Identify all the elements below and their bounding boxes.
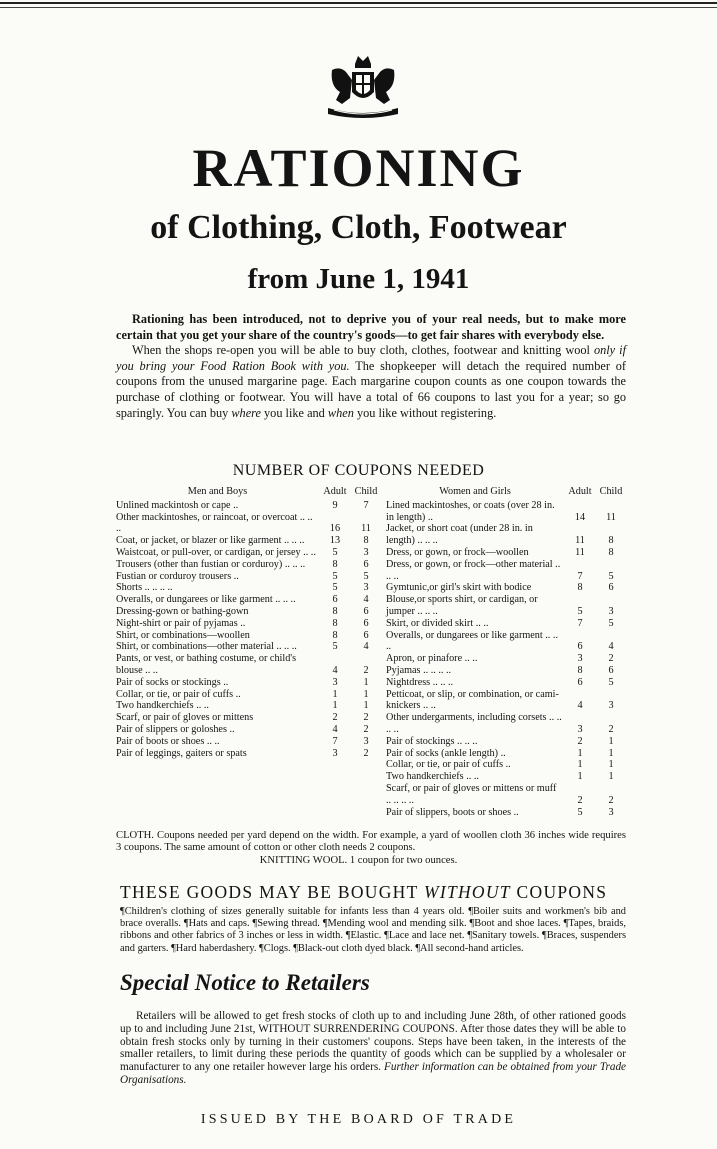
cell-adult: 5 — [332, 641, 338, 653]
table-row — [386, 677, 626, 689]
cell-adult: 16 — [329, 523, 341, 535]
cell-child: 4 — [608, 641, 614, 653]
cell-item: Shirt, or combinations—woollen — [116, 629, 250, 641]
cell-adult: 11 — [575, 546, 585, 558]
cell-child: 6 — [363, 629, 369, 641]
table-row — [386, 759, 626, 771]
cell-adult: 5 — [332, 570, 338, 582]
poster-subtitle: of Clothing, Cloth, Footwear — [150, 209, 567, 246]
cell-adult: 9 — [332, 499, 338, 511]
cell-child: 7 — [363, 499, 369, 511]
cell-child: 2 — [363, 723, 369, 735]
cell-item: Pair of leggings, gaiters or spats — [116, 747, 247, 759]
cell-child: 3 — [363, 735, 369, 747]
cell-item: Scarf, or pair of gloves or mittens or muff .. .. .. .. — [386, 782, 557, 806]
cell-item: Pair of boots or shoes .. .. — [116, 735, 220, 747]
table-header: Men and Boys Adult Child — [187, 486, 378, 497]
cell-adult: 5 — [332, 546, 338, 558]
cell-child: 8 — [363, 535, 369, 547]
cell-adult: 5 — [577, 605, 583, 617]
cell-child: 2 — [608, 794, 614, 806]
intro-paragraph-1: Rationing has been introduced, not to deprive you of your real needs, but to make more certain that you get your share of the country's goods—to get fair shares with everybody else. — [116, 312, 626, 342]
cell-item: Pair of stockings .. .. .. — [386, 735, 478, 747]
cell-child: 1 — [363, 688, 369, 700]
table-row — [116, 689, 381, 701]
cell-item: Overalls, or dungarees or like garment .. .. .. — [386, 629, 558, 653]
table-row — [116, 594, 381, 606]
cell-child: 3 — [608, 806, 614, 818]
cell-adult: 8 — [332, 605, 338, 617]
cell-item: Two handkerchiefs .. .. — [386, 771, 479, 783]
cell-adult: 6 — [577, 676, 583, 688]
table-row — [386, 665, 626, 677]
cell-adult: 1 — [332, 688, 338, 700]
coupons-heading: NUMBER OF COUPONS NEEDED — [232, 462, 485, 479]
cell-child: 6 — [608, 664, 614, 676]
cell-item: Apron, or pinafore .. .. — [386, 653, 478, 665]
cell-item: Shirt, or combinations—other material .. .. .. — [116, 641, 297, 653]
cell-item: Pair of socks (ankle length) .. — [386, 747, 506, 759]
cell-adult: 3 — [577, 723, 583, 735]
cell-adult: 2 — [577, 794, 583, 806]
table-row — [116, 700, 381, 712]
cell-item: Pair of slippers, boots or shoes .. — [386, 806, 519, 818]
cell-adult: 3 — [332, 747, 338, 759]
cell-adult: 2 — [577, 735, 583, 747]
cell-item: Fustian or corduroy trousers .. — [116, 570, 239, 582]
cell-child: 1 — [608, 771, 614, 783]
cell-item: Scarf, or pair of gloves or mittens — [116, 712, 254, 724]
cell-child: 4 — [363, 594, 369, 606]
cell-item: Dress, or gown, or frock—other material .. .. .. — [386, 558, 561, 582]
cell-item: Waistcoat, or pull-over, or cardigan, or jersey .. .. — [116, 546, 316, 558]
table-row — [116, 512, 381, 536]
cell-child: 8 — [608, 535, 614, 547]
cell-child: 3 — [363, 546, 369, 558]
cell-item: Two handkerchiefs .. .. — [116, 700, 209, 712]
cell-item: Pair of slippers or goloshes .. — [116, 723, 235, 735]
cell-item: Pyjamas .. .. .. .. — [386, 664, 452, 676]
cell-adult: 1 — [577, 759, 583, 771]
table-row — [116, 547, 381, 559]
cell-item: Blouse,or sports shirt, or cardigan, or jumper .. .. .. — [386, 594, 538, 617]
table-row — [386, 594, 626, 618]
table-row — [386, 689, 626, 713]
table-row — [116, 535, 381, 547]
cell-child: 6 — [363, 605, 369, 617]
poster-title: RATIONING — [192, 138, 525, 198]
cell-item: Coat, or jacket, or blazer or like garment .. .. .. — [116, 535, 305, 547]
knitting-note: KNITTING WOOL. 1 coupon for two ounces. — [259, 855, 458, 866]
cell-item: Collar, or tie, or pair of cuffs .. — [116, 688, 241, 700]
cell-child: 5 — [608, 570, 614, 582]
cell-child: 8 — [608, 546, 614, 558]
cell-adult: 3 — [332, 676, 338, 688]
cell-child: 1 — [608, 759, 614, 771]
cell-child: 5 — [608, 676, 614, 688]
cell-item: Skirt, or divided skirt .. .. — [386, 617, 489, 629]
cell-item: Collar, or tie, or pair of cuffs .. — [386, 759, 511, 771]
cell-child: 3 — [608, 605, 614, 617]
table-row — [116, 559, 381, 571]
top-rule — [0, 2, 717, 4]
cell-child: 4 — [363, 641, 369, 653]
cell-item: Shorts .. .. .. .. — [116, 582, 173, 594]
cell-adult: 8 — [577, 582, 583, 594]
cell-child: 1 — [608, 735, 614, 747]
cell-child: 6 — [363, 558, 369, 570]
intro-text — [116, 312, 626, 421]
cell-item: Jacket, or short coat (under 28 in. in length) .. .. .. — [386, 523, 533, 547]
cell-adult: 13 — [329, 535, 341, 547]
without-coupons-heading: THESE GOODS MAY BE BOUGHT WITHOUT COUPONS — [120, 882, 608, 902]
table-row — [116, 724, 381, 736]
table-row — [386, 582, 626, 594]
table-row — [116, 571, 381, 583]
table-row — [116, 641, 381, 653]
table-row — [116, 712, 381, 724]
cell-item: Gymtunic,or girl's skirt with bodice — [386, 582, 532, 594]
cell-child: 6 — [608, 582, 614, 594]
cell-item: Unlined mackintosh or cape .. — [116, 499, 239, 511]
cell-item: Trousers (other than fustian or corduroy) .. .. .. — [116, 558, 306, 570]
table-row — [116, 582, 381, 594]
cell-adult: 6 — [332, 594, 338, 606]
cell-child: 2 — [363, 664, 369, 676]
table-row — [116, 748, 381, 760]
table-row — [116, 677, 381, 689]
cell-child: 2 — [608, 723, 614, 735]
cell-child: 2 — [363, 712, 369, 724]
cell-item: Pair of socks or stockings .. — [116, 676, 229, 688]
cell-adult: 7 — [577, 617, 583, 629]
cell-child: 5 — [363, 570, 369, 582]
cell-child: 1 — [363, 676, 369, 688]
cell-adult: 1 — [332, 700, 338, 712]
cell-adult: 3 — [577, 653, 583, 665]
special-notice-text: Retailers will be allowed to get fresh stocks of cloth up to and including June 28th, of other rationed goods up to and including June 21st, WITHOUT SURRENDERING COUPONS. After those dates they will be able to obtain fresh stocks only by turning in their customers' coupons. Steps have been taken, in the interests of the smaller retailers, to limit during these periods the quantity of goods which can be supplied by a wholesaler or manufacturer to any one retailer however large his orders. Further information can be obtained from your Trade Organisations. — [120, 1010, 627, 1086]
table-header: Women and Girls Adult Child — [439, 486, 623, 497]
royal-coat-of-arms-icon — [322, 52, 404, 120]
table-row — [116, 653, 381, 677]
cell-child: 11 — [606, 511, 616, 523]
cell-child: 1 — [608, 747, 614, 759]
cell-adult: 5 — [577, 806, 583, 818]
cell-adult: 4 — [577, 700, 583, 712]
women-girls-table — [386, 486, 626, 818]
cell-child: 1 — [363, 700, 369, 712]
cell-item: Nightdress .. .. .. — [386, 676, 454, 688]
intro-paragraph-2: When the shops re-open you will be able to buy cloth, clothes, footwear and knitting wool only if you bring your Food Ration Book with you. The shopkeeper will detach the required number of coupons from the unused margarine page. Each margarine coupon counts as one coupon towards the purchase of clothing or footwear. You will have a total of 66 coupons to last you for a year; so go sparingly. You can buy where you like and when you like without registering. — [116, 343, 626, 420]
table-row — [386, 618, 626, 630]
cell-item: Night-shirt or pair of pyjamas .. — [116, 617, 246, 629]
cell-adult: 8 — [332, 558, 338, 570]
cloth-note: CLOTH. Coupons needed per yard depend on the width. For example, a yard of woollen cloth 36 inches wide requires 3 coupons. The same amount of cotton or other cloth needs 2 coupons. — [116, 830, 626, 854]
table-row — [116, 606, 381, 618]
cell-adult: 8 — [577, 664, 583, 676]
cell-adult: 5 — [332, 582, 338, 594]
table-row — [116, 736, 381, 748]
cell-item: Lined mackintoshes, or coats (over 28 in. in length) .. — [386, 499, 555, 523]
cell-child: 3 — [608, 700, 614, 712]
cell-item: Other undergarments, including corsets .. .. .. .. — [386, 712, 562, 735]
table-row — [386, 712, 626, 736]
cell-item: Dress, or gown, or frock—woollen — [386, 546, 529, 558]
table-row — [386, 653, 626, 665]
cell-item: Dressing-gown or bathing-gown — [116, 605, 249, 617]
cell-child: 5 — [608, 617, 614, 629]
table-row — [386, 807, 626, 819]
cell-adult: 4 — [332, 664, 338, 676]
table-row — [116, 630, 381, 642]
without-coupons-list: ¶Children's clothing of sizes generally suitable for infants less than 4 years old. ¶Boiler suits and workmen's bib and brace overalls. ¶Hats and caps. ¶Sewing thread. ¶Mending wool and mending silk. ¶Boot and shoe laces. ¶Tapes, braids, ribbons and other fabrics of 3 inches or less in width. ¶Elastic. ¶Lace and lace net. ¶Sanitary towels. ¶Braces, suspenders and garters. ¶Hard haberdashery. ¶Clogs. ¶Black-out cloth dyed black. ¶All second-hand articles. — [120, 906, 626, 954]
table-row — [386, 748, 626, 760]
cell-item: Petticoat, or slip, or combination, or cami-knickers .. .. — [386, 688, 559, 712]
cell-adult: 2 — [332, 712, 338, 724]
cell-item: Pants, or vest, or bathing costume, or child's blouse .. .. — [116, 653, 297, 676]
cell-adult: 8 — [332, 629, 338, 641]
cell-adult: 7 — [332, 735, 338, 747]
cell-child: 3 — [363, 582, 369, 594]
table-row — [116, 618, 381, 630]
table-row — [386, 736, 626, 748]
cell-child: 2 — [608, 653, 614, 665]
cell-adult: 8 — [332, 617, 338, 629]
top-rule-thin — [0, 7, 717, 8]
cell-child: 6 — [363, 617, 369, 629]
table-row — [386, 500, 626, 524]
table-row — [386, 523, 626, 547]
cell-child: 11 — [361, 523, 371, 535]
table-row — [386, 559, 626, 583]
cell-adult: 7 — [577, 570, 583, 582]
table-row — [386, 783, 626, 807]
cell-adult: 14 — [574, 511, 586, 523]
special-notice-heading: Special Notice to Retailers — [120, 970, 370, 995]
table-row — [386, 547, 626, 559]
table-row — [386, 630, 626, 654]
men-boys-table — [116, 486, 381, 759]
cell-adult: 4 — [332, 723, 338, 735]
effective-date: from June 1, 1941 — [247, 263, 470, 295]
cell-item: Overalls, or dungarees or like garment .. .. .. — [116, 594, 296, 606]
cell-adult: 6 — [577, 641, 583, 653]
cell-adult: 1 — [577, 747, 583, 759]
cell-adult: 11 — [575, 535, 585, 547]
table-row — [116, 500, 381, 512]
cell-child: 2 — [363, 747, 369, 759]
issuer-footer: ISSUED BY THE BOARD OF TRADE — [200, 1112, 517, 1127]
cell-adult: 1 — [577, 771, 583, 783]
cell-item: Other mackintoshes, or raincoat, or overcoat .. .. .. — [116, 511, 313, 535]
table-row — [386, 771, 626, 783]
